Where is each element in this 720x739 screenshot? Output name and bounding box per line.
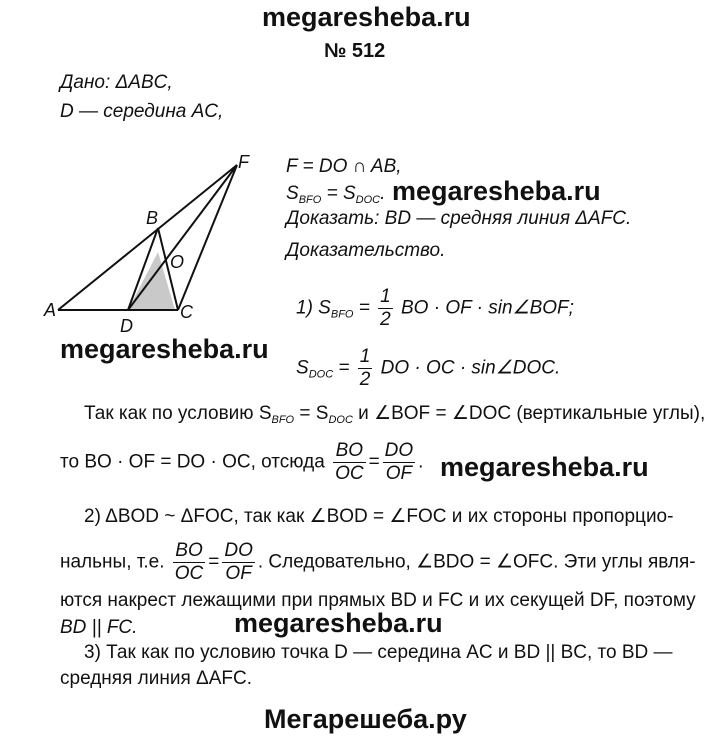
p1b-a: то BO · OF = DO · OC, отсюда bbox=[60, 451, 325, 473]
formula-2 bbox=[296, 346, 560, 391]
f1-num: 1 bbox=[380, 286, 391, 307]
watermark-top: megaresheba.ru bbox=[262, 2, 471, 32]
area-sub2: DOC bbox=[355, 194, 381, 206]
problem-number: № 512 bbox=[324, 40, 386, 62]
prove-text: BD — средняя линия ΔAFC. bbox=[384, 208, 632, 229]
f2-den: 2 bbox=[359, 369, 371, 390]
p1-sub2: DOC bbox=[328, 414, 353, 426]
label-d: D bbox=[120, 316, 133, 336]
area-tail: . bbox=[380, 183, 386, 204]
given-line-1: Дано: ΔABC, bbox=[60, 72, 173, 93]
para3-line2: средняя линия ΔAFC. bbox=[60, 668, 252, 689]
area-sub1: BFO bbox=[298, 194, 322, 206]
given-triangle: ΔABC, bbox=[115, 72, 173, 93]
formula-1 bbox=[296, 286, 574, 331]
p1b-end: . bbox=[418, 451, 424, 473]
p2-num1: BO bbox=[173, 540, 206, 563]
para2-line1: 2) ΔBOD ~ ΔFOC, так как ∠BOD = ∠FOC и их стороны пропорцио- bbox=[84, 506, 674, 527]
p2-den2: OF bbox=[225, 563, 252, 584]
triangle-figure bbox=[40, 150, 270, 340]
f1-fraction bbox=[378, 286, 393, 331]
f1-sub: BFO bbox=[330, 308, 354, 321]
segment-df bbox=[128, 165, 237, 310]
p2-eq: = bbox=[208, 551, 220, 573]
p1b-num1: BO bbox=[333, 440, 366, 463]
watermark-5: megaresheba.ru bbox=[234, 608, 443, 638]
f1-rest: BO · OF · sin∠BOF; bbox=[401, 297, 574, 319]
para3-line1: 3) Так как по условию точка D — середина AC и BD || BC, то BD — bbox=[84, 642, 673, 663]
p2-b: . Следовательно, ∠BDO = ∠OFC. Эти углы явля- bbox=[257, 551, 696, 573]
p1-b: = S bbox=[294, 403, 329, 424]
p1b-frac1 bbox=[333, 440, 366, 485]
f2-eq: = bbox=[333, 357, 355, 379]
label-f: F bbox=[238, 152, 249, 172]
p2-frac1 bbox=[173, 540, 206, 585]
label-a: A bbox=[44, 300, 57, 320]
given-label: Дано bbox=[60, 72, 105, 93]
para2-line3: ются накрест лежащими при прямых BD и FC и их секущей DF, поэтому bbox=[60, 590, 696, 611]
para1-line2 bbox=[60, 440, 423, 485]
p2-a: нальны, т.е. bbox=[60, 551, 165, 573]
f2-rest: DO · OC · sin∠DOC. bbox=[380, 357, 561, 379]
f2-prefix: S bbox=[296, 357, 309, 379]
label-c: C bbox=[180, 302, 193, 322]
p2-frac2 bbox=[222, 540, 255, 585]
p1-a: Так как по условию S bbox=[84, 403, 272, 424]
watermark-4: megaresheba.ru bbox=[440, 452, 649, 482]
proof-label: Доказательство. bbox=[286, 240, 446, 261]
f2-fraction bbox=[358, 346, 373, 391]
watermark-2: megaresheba.ru bbox=[392, 176, 601, 206]
given-line-2: D — середина AC, bbox=[60, 101, 224, 122]
prove-line: Доказать: BD — средняя линия ΔAFC. bbox=[286, 208, 632, 229]
p1b-eq: = bbox=[368, 451, 380, 473]
label-o: O bbox=[170, 252, 185, 272]
p1b-den2: OF bbox=[385, 463, 413, 484]
f2-num: 1 bbox=[359, 346, 371, 367]
f1-den: 2 bbox=[380, 309, 391, 330]
area-equality bbox=[286, 183, 385, 206]
para1-line1 bbox=[84, 402, 705, 426]
f-definition: F = DO ∩ AB, bbox=[286, 156, 402, 177]
footer-watermark: Мегарешеба.ру bbox=[264, 704, 467, 734]
area-mid: = S bbox=[321, 183, 356, 204]
p2-num2: DO bbox=[224, 540, 253, 561]
prove-label: Доказать bbox=[286, 208, 375, 229]
para2-line2 bbox=[60, 540, 696, 585]
f2-sub: DOC bbox=[308, 368, 334, 381]
side-fc bbox=[178, 165, 237, 310]
p1b-num2: DO bbox=[384, 440, 414, 461]
para2-line4: BD || FC. bbox=[60, 617, 138, 638]
p1-c: и ∠BOF = ∠DOC (вертикальные углы), bbox=[352, 403, 706, 424]
label-b: B bbox=[146, 208, 159, 228]
f1-eq: = bbox=[353, 297, 376, 319]
watermark-3: megaresheba.ru bbox=[60, 334, 269, 364]
p2-den1: OC bbox=[174, 563, 204, 584]
p1b-den1: OC bbox=[335, 463, 364, 484]
area-s1: S bbox=[286, 183, 299, 204]
p1-sub1: BFO bbox=[271, 414, 295, 426]
p1b-frac2 bbox=[383, 440, 416, 485]
f1-prefix: 1) S bbox=[296, 297, 331, 319]
